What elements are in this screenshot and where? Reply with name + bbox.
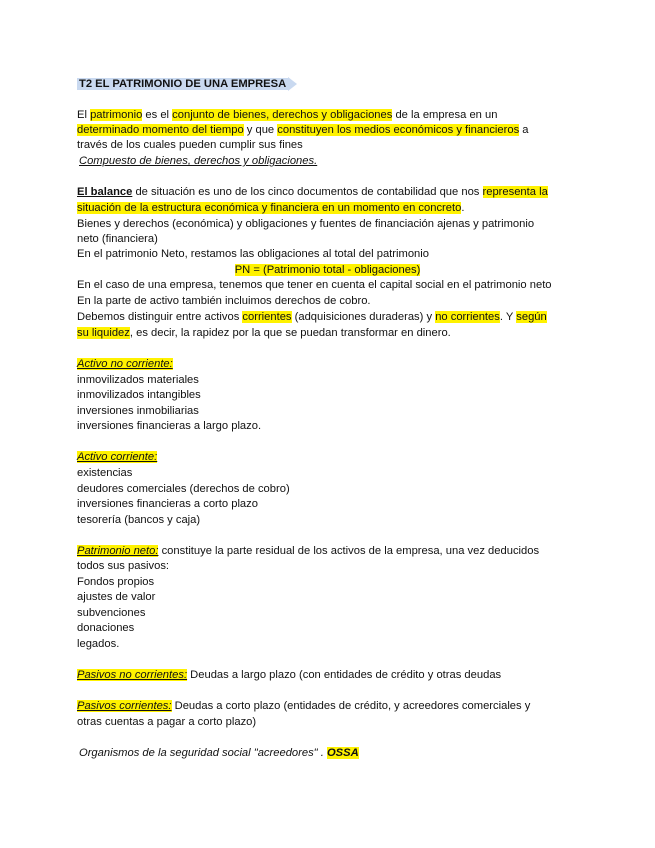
patrimonio-formula-line (0, 263, 655, 278)
list-item: Fondos propios (77, 576, 155, 588)
ossa-note-line: Organismos de la seguridad social "acreedores" . OSSA (79, 747, 359, 759)
activo-corriente-heading-line (77, 450, 157, 465)
balance-line-1: El balance de situación es uno de los cinco documentos de contabilidad que nos representa la (77, 186, 548, 198)
intro-line-3: través de los cuales pueden cumplir sus fines (77, 139, 303, 151)
document-title-line (77, 77, 297, 92)
activo-corriente-heading: Activo corriente: (77, 451, 158, 463)
list-item: legados. (77, 638, 120, 650)
activo-no-corriente-heading-line (77, 357, 173, 372)
patrimonio-neto-heading: Patrimonio neto: (77, 545, 159, 557)
balance-line-5: En el patrimonio Neto, restamos las obligaciones al total del patrimonio (77, 248, 429, 260)
pasivos-no-corrientes-line: Pasivos no corrientes: Deudas a largo plazo (con entidades de crédito y otras deudas (77, 669, 502, 681)
list-item: subvenciones (77, 607, 146, 619)
list-item: donaciones (77, 622, 135, 634)
list-item: inversiones inmobiliarias (77, 405, 199, 417)
balance-line-4: neto (financiera) (77, 233, 158, 245)
intro-note: Compuesto de bienes, derechos y obligaciones. (79, 155, 318, 167)
balance-line-2: situación de la estructura económica y financiera en un momento en concreto. (77, 202, 465, 214)
title-highlight-tail (288, 77, 297, 91)
balance-line-7: En la parte de activo también incluimos derechos de cobro. (77, 295, 371, 307)
list-item: inmovilizados materiales (77, 374, 199, 386)
patrimonio-neto-line-1: Patrimonio neto: constituye la parte residual de los activos de la empresa, una vez deducidos (77, 545, 540, 557)
list-item: inversiones financieras a largo plazo. (77, 420, 262, 432)
pasivos-corrientes-line-1: Pasivos corrientes: Deudas a corto plazo (entidades de crédito, y acreedores comerciales y (77, 700, 531, 712)
patrimonio-formula: PN = (Patrimonio total - obligaciones) (234, 264, 421, 276)
list-item: inversiones financieras a corto plazo (77, 498, 258, 510)
list-item: deudores comerciales (derechos de cobro) (77, 483, 290, 495)
list-item: tesorería (bancos y caja) (77, 514, 201, 526)
pasivos-no-corrientes-heading: Pasivos no corrientes: (77, 669, 188, 681)
balance-line-3: Bienes y derechos (económica) y obligaciones y fuentes de financiación ajenas y patrimonio (77, 218, 535, 230)
balance-line-6: En el caso de una empresa, tenemos que tener en cuenta el capital social en el patrimonio neto (77, 279, 552, 291)
list-item: inmovilizados intangibles (77, 389, 201, 401)
pasivos-corrientes-line-2: otras cuentas a pagar a corto plazo) (77, 716, 257, 728)
document-title: T2 EL PATRIMONIO DE UNA EMPRESA (79, 78, 287, 90)
patrimonio-neto-line-2: todos sus pasivos: (77, 560, 170, 572)
intro-line-1: El patrimonio es el conjunto de bienes, derechos y obligaciones de la empresa en un (77, 109, 498, 121)
list-item: ajustes de valor (77, 591, 156, 603)
balance-line-9: su liquidez, es decir, la rapidez por la que se puedan transformar en dinero. (77, 327, 451, 339)
ossa-badge: OSSA (326, 747, 359, 759)
pasivos-corrientes-heading: Pasivos corrientes: (77, 700, 172, 712)
list-item: existencias (77, 467, 133, 479)
activo-no-corriente-heading: Activo no corriente: (77, 358, 173, 370)
intro-line-2: determinado momento del tiempo y que constituyen los medios económicos y financieros a (77, 124, 529, 136)
balance-line-8: Debemos distinguir entre activos corrientes (adquisiciones duraderas) y no corrientes. Y según (77, 311, 547, 323)
